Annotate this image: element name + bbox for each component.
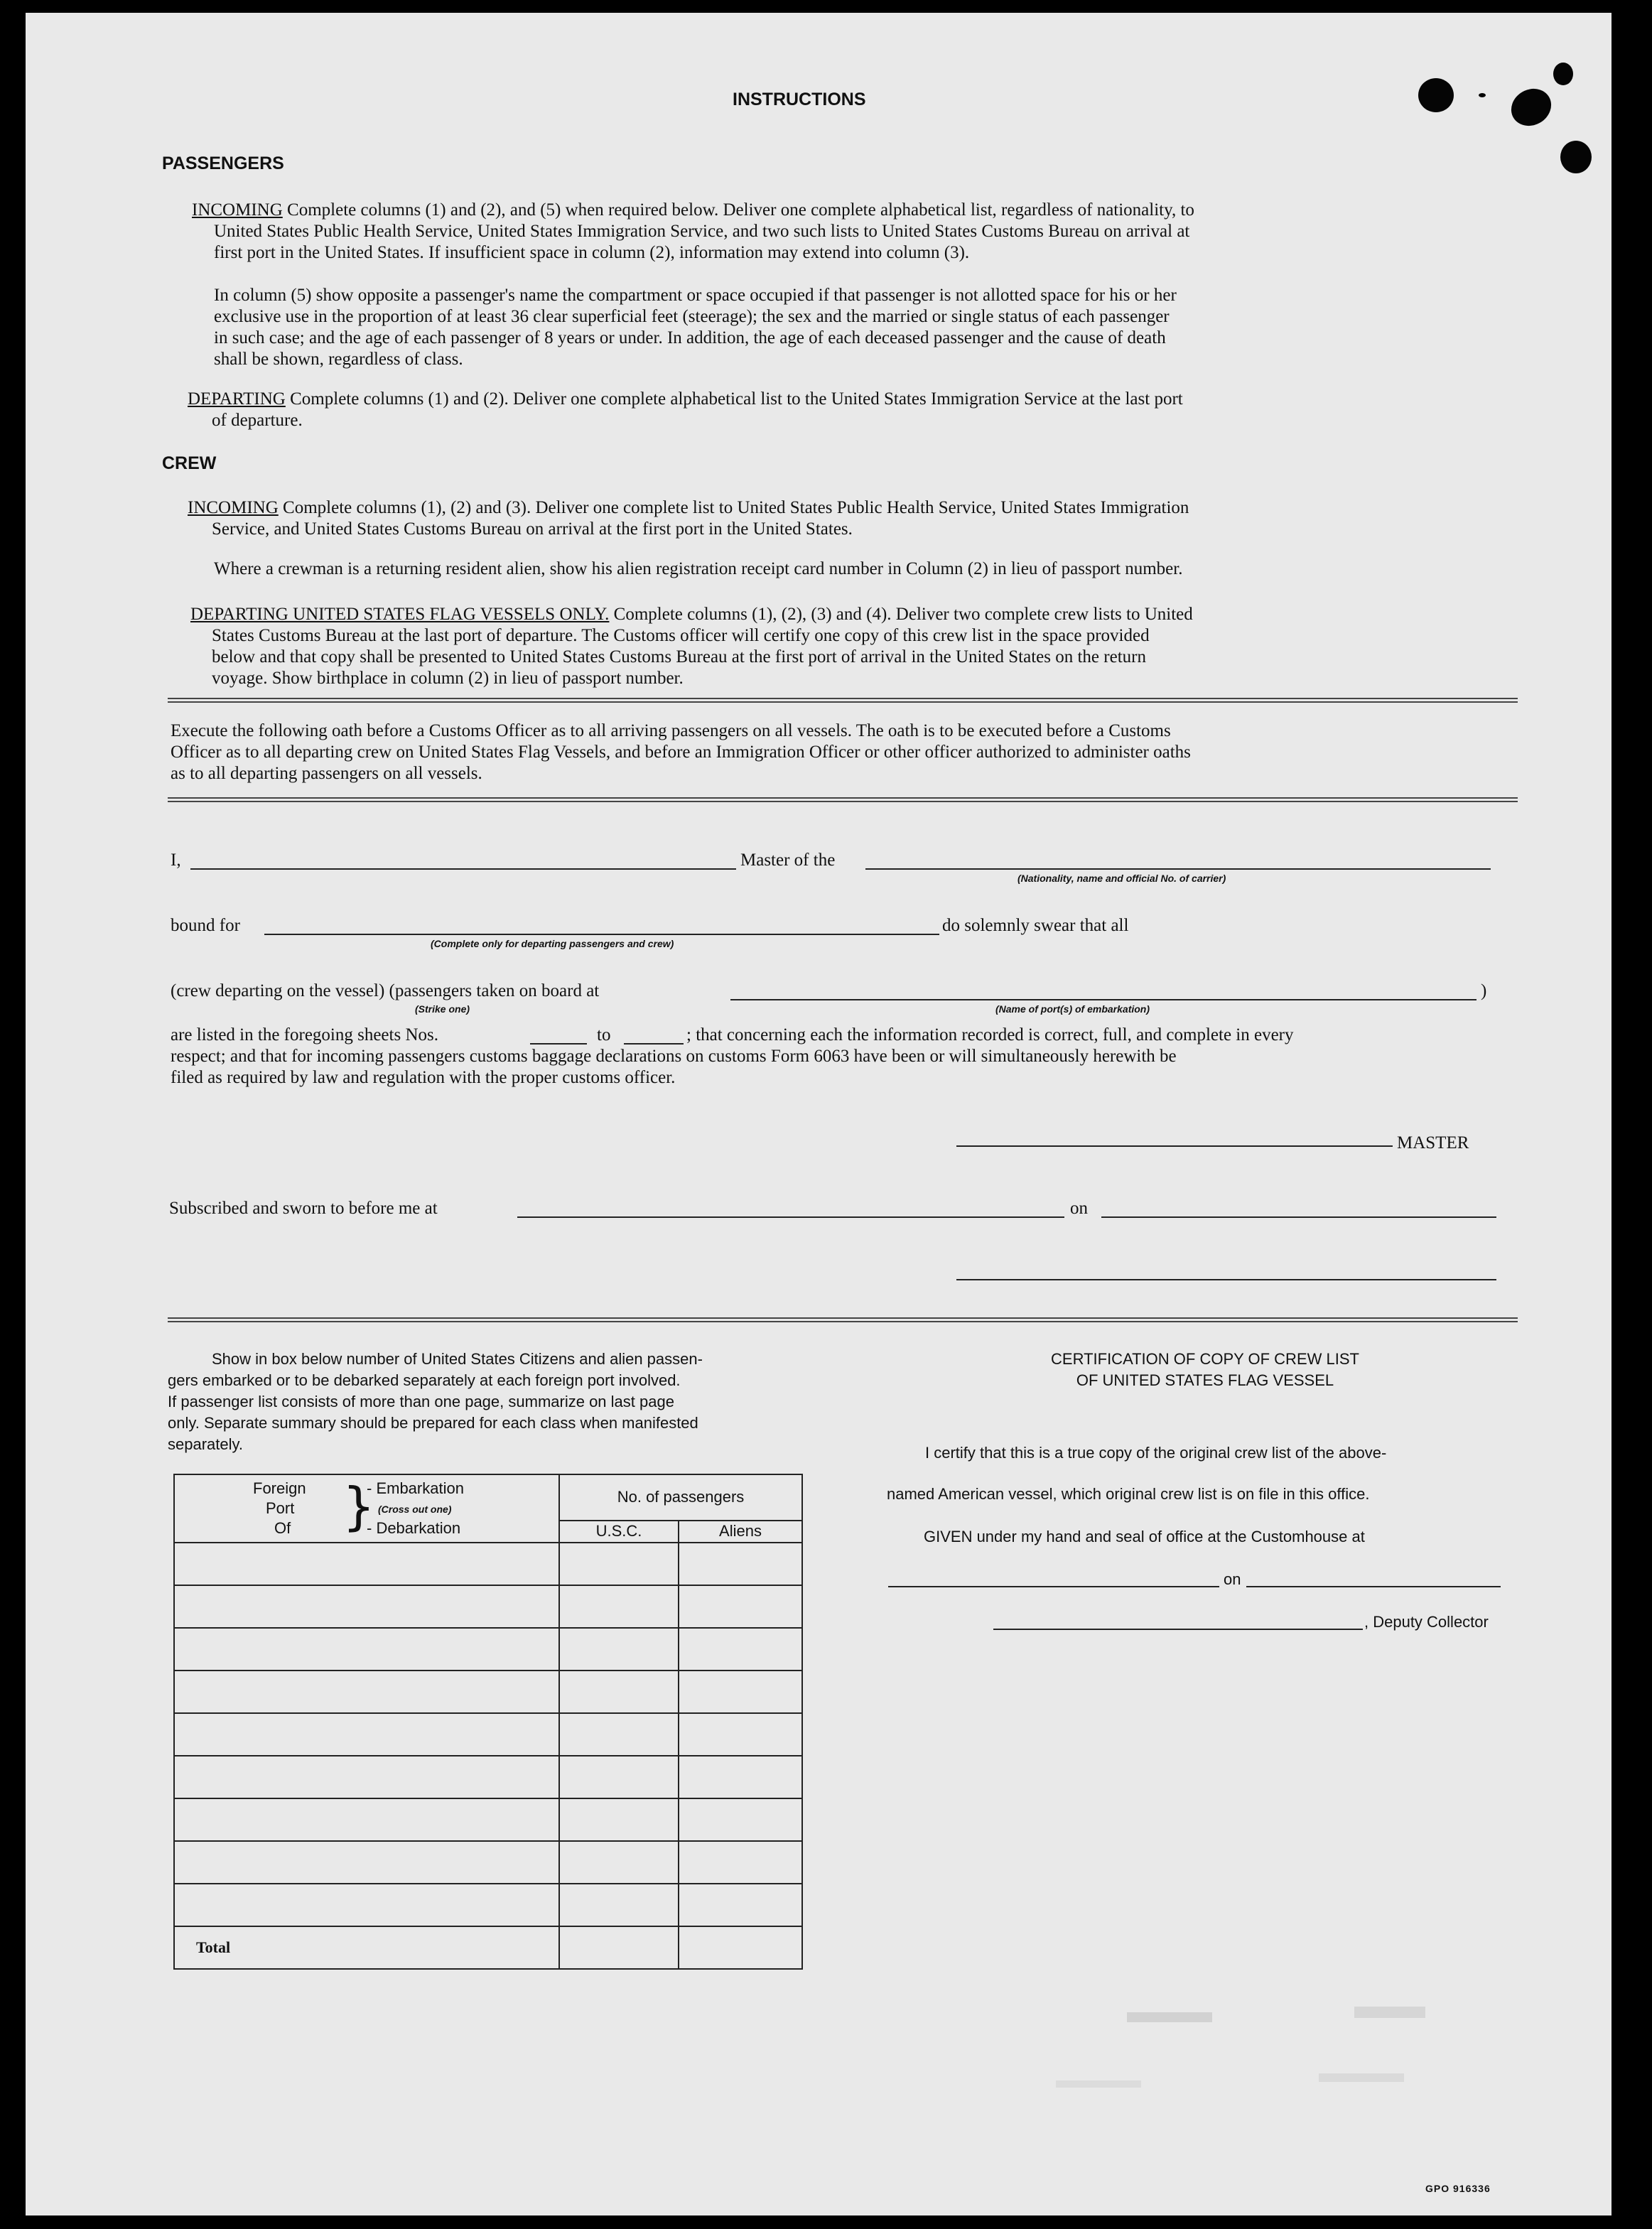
deputy-collector-label: , Deputy Collector [1364, 1613, 1489, 1631]
table-row [174, 1841, 802, 1884]
incoming-label: INCOMING [192, 200, 283, 220]
summary-line2: gers embarked or to be debarked separately at each foreign port involved. [168, 1371, 681, 1389]
port-cell[interactable] [174, 1713, 559, 1756]
incoming-label: INCOMING [188, 498, 279, 517]
port-cell[interactable] [174, 1671, 559, 1713]
passenger-summary-table [173, 1474, 803, 1970]
table-row [174, 1756, 802, 1798]
crew-departing-line2: States Customs Bureau at the last port of departure. The Customs officer will certify one copy of this crew list in the space provided [212, 626, 1150, 645]
text: Complete columns (1) and (2), and (5) when required below. Deliver one complete alphabetical list, regardless of nationality, to [287, 200, 1194, 220]
summary-line3: If passenger list consists of more than one page, summarize on last page [168, 1393, 674, 1410]
aliens-header: Aliens [679, 1521, 802, 1543]
table-row [174, 1884, 802, 1926]
aliens-cell[interactable] [679, 1585, 802, 1628]
aliens-cell[interactable] [679, 1884, 802, 1926]
aliens-cell[interactable] [679, 1543, 802, 1585]
page-title: INSTRUCTIONS [733, 90, 866, 109]
column5-line1: In column (5) show opposite a passenger's name the compartment or space occupied if that passenger is not allotted space for his or her [214, 286, 1177, 305]
master-name-line[interactable] [190, 868, 736, 870]
usc-cell[interactable] [559, 1884, 679, 1926]
ink-blot [1553, 63, 1573, 85]
crew-departing-line4: voyage. Show birthplace in column (2) in lieu of passport number. [212, 669, 684, 688]
aliens-cell[interactable] [679, 1798, 802, 1841]
certification-heading [992, 1349, 1418, 1391]
usc-cell[interactable] [559, 1671, 679, 1713]
listed-label-a: are listed in the foregoing sheets Nos. [171, 1025, 438, 1045]
passengers-departing-line1 [188, 389, 1183, 410]
bleed-through-mark [1127, 2012, 1212, 2022]
divider [168, 698, 1518, 703]
text: Complete columns (1), (2), (3) and (4). Deliver two complete crew lists to United [613, 605, 1193, 624]
column5-line3: in such case; and the age of each passenger of 8 years or under. In addition, the age of each deceased passenger and the cause of death [214, 328, 1166, 347]
listed-to-label: to [597, 1025, 611, 1045]
certification-heading-line1: CERTIFICATION OF COPY OF CREW LIST [1051, 1350, 1359, 1368]
gpo-footer: GPO 916336 [1425, 2183, 1491, 2194]
certification-heading-line2: OF UNITED STATES FLAG VESSEL [1076, 1371, 1334, 1389]
embarkation-label: - Embarkation [367, 1479, 464, 1497]
strike-caption: (Strike one) [415, 1003, 470, 1015]
oath-line3: filed as required by law and regulation with the proper customs officer. [171, 1068, 676, 1087]
bound-for-label: bound for [171, 916, 240, 935]
sheet-to-line[interactable] [624, 1043, 684, 1045]
usc-cell[interactable] [559, 1713, 679, 1756]
divider [168, 1317, 1518, 1322]
complete-caption: (Complete only for departing passengers and crew) [431, 938, 674, 949]
deputy-collector-line[interactable] [993, 1629, 1363, 1630]
summary-line1: Show in box below number of United States Citizens and alien passen- [212, 1350, 703, 1368]
customhouse-line[interactable] [888, 1586, 1219, 1587]
debarkation-label: - Debarkation [367, 1519, 461, 1537]
form-page [26, 13, 1611, 2215]
summary-line5: separately. [168, 1435, 243, 1453]
table-row [174, 1543, 802, 1585]
total-label: Total [174, 1926, 559, 1969]
master-signature-line[interactable] [956, 1145, 1393, 1147]
subscribed-place-line[interactable] [517, 1216, 1064, 1218]
port-cell[interactable] [174, 1756, 559, 1798]
table-row [174, 1671, 802, 1713]
nationality-caption: (Nationality, name and official No. of carrier) [1017, 873, 1226, 884]
oath-instructions-line1: Execute the following oath before a Customs Officer as to all arriving passengers on all vessels. The oath is to be executed before a Customs [171, 721, 1171, 740]
crew-resident-line: Where a crewman is a returning resident alien, show his alien registration receipt card number in Column (2) in lieu of passport number. [214, 559, 1183, 578]
aliens-cell[interactable] [679, 1628, 802, 1671]
oath-line2: respect; and that for incoming passengers customs baggage declarations on customs Form 6063 have been or will simultaneously herewith be [171, 1047, 1177, 1066]
text: Complete columns (1), (2) and (3). Deliver one complete list to United States Public Health Service, United States Immigration [283, 498, 1189, 517]
oath-instructions-line3: as to all departing passengers on all vessels. [171, 764, 482, 783]
sheet-from-line[interactable] [530, 1043, 587, 1045]
certification-line1: I certify that this is a true copy of the original crew list of the above- [925, 1444, 1387, 1462]
crew-heading: CREW [162, 453, 217, 473]
ink-blot [1479, 93, 1486, 97]
certification-line3: GIVEN under my hand and seal of office at the Customhouse at [924, 1528, 1365, 1545]
oath-i-label: I, [171, 851, 181, 870]
usc-cell[interactable] [559, 1543, 679, 1585]
port-cell[interactable] [174, 1841, 559, 1884]
cross-out-caption: (Cross out one) [378, 1504, 452, 1515]
ink-blot [1418, 78, 1454, 112]
certification-on-label: on [1224, 1570, 1241, 1588]
crew-passengers-label: (crew departing on the vessel) (passengers taken on board at [171, 981, 600, 1000]
bleed-through-mark [1056, 2080, 1141, 2088]
passengers-departing-line2: of departure. [212, 411, 303, 430]
solemnly-label: do solemnly swear that all [942, 916, 1129, 935]
divider [168, 797, 1518, 802]
certification-date-line[interactable] [1246, 1586, 1501, 1587]
crew-departing-line1 [190, 604, 1193, 625]
table-row [174, 1585, 802, 1628]
crew-departing-line3: below and that copy shall be presented to United States Customs Bureau at the first port of arrival in the United States on the return [212, 647, 1146, 666]
of-label: Of [274, 1519, 291, 1537]
ink-blot [1560, 141, 1592, 173]
table-row [174, 1628, 802, 1671]
passengers-incoming-line3: first port in the United States. If insufficient space in column (2), information may extend into column (3). [214, 243, 970, 262]
port-cell[interactable] [174, 1628, 559, 1671]
subscribed-on-label: on [1070, 1199, 1088, 1218]
port-cell[interactable] [174, 1798, 559, 1841]
aliens-cell[interactable] [679, 1671, 802, 1713]
table-header-row [174, 1474, 802, 1521]
passengers-heading: PASSENGERS [162, 153, 284, 173]
passengers-incoming-line1 [192, 200, 1194, 221]
usc-cell[interactable] [559, 1585, 679, 1628]
column5-line4: shall be shown, regardless of class. [214, 350, 463, 369]
ink-blot [1504, 82, 1557, 133]
port-cell[interactable] [174, 1585, 559, 1628]
aliens-cell[interactable] [679, 1756, 802, 1798]
close-paren: ) [1481, 981, 1487, 1000]
text: Complete columns (1) and (2). Deliver one complete alphabetical list to the United States Immigration Service at the last port [290, 389, 1183, 409]
aliens-cell[interactable] [679, 1841, 802, 1884]
foreign-label: Foreign [253, 1479, 306, 1497]
usc-cell[interactable] [559, 1798, 679, 1841]
ports-line[interactable] [730, 999, 1476, 1000]
departing-label: DEPARTING [188, 389, 286, 409]
usc-cell[interactable] [559, 1841, 679, 1884]
oath-instructions-line2: Officer as to all departing crew on United States Flag Vessels, and before an Immigration Officer or other officer authorized to administer oaths [171, 743, 1191, 762]
summary-text [168, 1349, 807, 1455]
bleed-through-mark [1354, 2007, 1425, 2018]
passengers-incoming-line2: United States Public Health Service, United States Immigration Service, and two such lists to United States Customs Bureau on arrival at [214, 222, 1190, 241]
table-row [174, 1798, 802, 1841]
ports-caption: (Name of port(s) of embarkation) [995, 1003, 1150, 1015]
bleed-through-mark [1319, 2073, 1404, 2082]
certification-line2: named American vessel, which original crew list is on file in this office. [887, 1485, 1370, 1503]
column5-line2: exclusive use in the proportion of at least 36 clear superficial feet (steerage); the sex and the married or single status of each passenger [214, 307, 1170, 326]
no-passengers-header: No. of passengers [559, 1474, 802, 1521]
port-cell[interactable] [174, 1543, 559, 1585]
carrier-line[interactable] [865, 868, 1491, 870]
subscribed-date-line[interactable] [1101, 1216, 1496, 1218]
brace: } [342, 1477, 375, 1536]
foreign-port-header [174, 1474, 559, 1543]
officer-signature-line[interactable] [956, 1279, 1496, 1280]
table-total-row [174, 1926, 802, 1969]
listed-label-b: ; that concerning each the information recorded is correct, full, and complete in every [686, 1025, 1294, 1045]
usc-header: U.S.C. [559, 1521, 679, 1543]
usc-cell[interactable] [559, 1628, 679, 1671]
port-cell[interactable] [174, 1884, 559, 1926]
crew-incoming-line2: Service, and United States Customs Bureau on arrival at the first port in the United States. [212, 519, 853, 539]
aliens-cell[interactable] [679, 1713, 802, 1756]
aliens-total-cell[interactable] [679, 1926, 802, 1969]
departing-flag-label: DEPARTING UNITED STATES FLAG VESSELS ONLY. [190, 605, 610, 624]
table-row [174, 1713, 802, 1756]
subscribed-label: Subscribed and sworn to before me at [169, 1199, 438, 1218]
port-label: Port [266, 1499, 295, 1517]
summary-line4: only. Separate summary should be prepared for each class when manifested [168, 1414, 698, 1432]
master-of-the-label: Master of the [740, 851, 836, 870]
bound-for-line[interactable] [264, 934, 939, 935]
usc-cell[interactable] [559, 1756, 679, 1798]
usc-total-cell[interactable] [559, 1926, 679, 1969]
crew-incoming-line1 [188, 497, 1189, 519]
master-label: MASTER [1397, 1133, 1469, 1153]
